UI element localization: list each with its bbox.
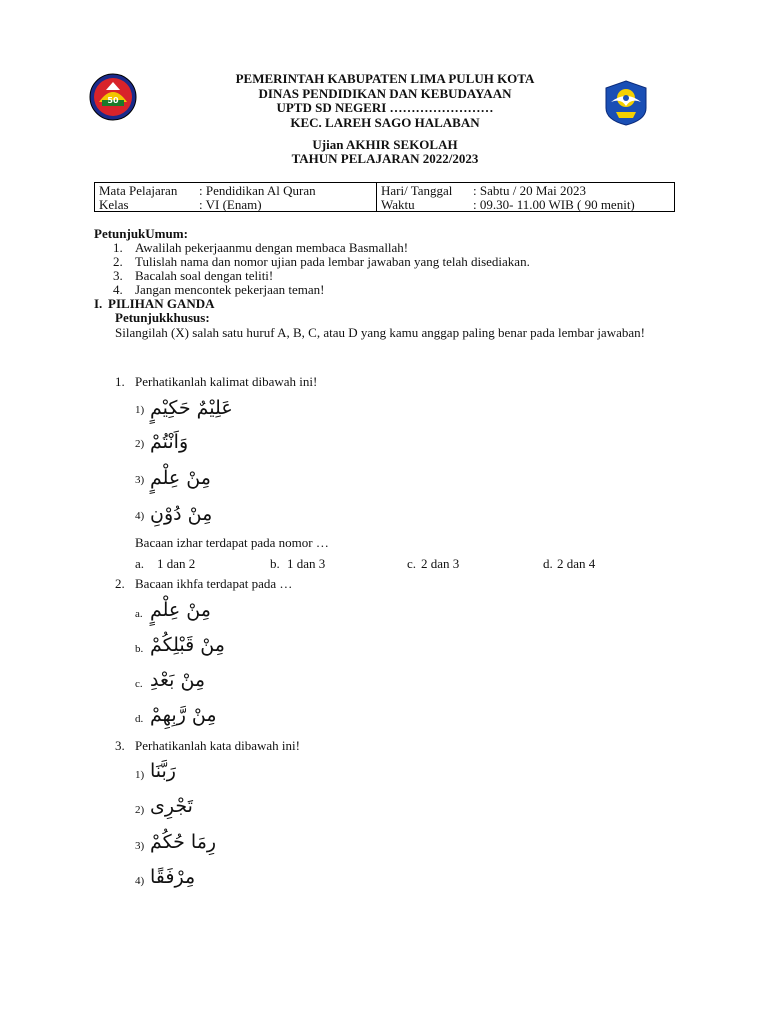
option-label: a. bbox=[135, 556, 145, 571]
letterhead-line-2: DINAS PENDIDIKAN DAN KEBUDAYAAN bbox=[258, 85, 512, 101]
letterhead-line-4: KEC. LAREH SAGO HALABAN bbox=[290, 114, 480, 130]
arabic-word: مِرْفَقًا bbox=[150, 866, 196, 888]
instruction-item: Jangan mencontek pekerjaan teman! bbox=[135, 282, 325, 297]
option-text: 2 dan 3 bbox=[421, 556, 460, 571]
regency-emblem-logo bbox=[88, 72, 138, 122]
letterhead bbox=[140, 72, 630, 130]
letterhead-line-1: PEMERINTAH KABUPATEN LIMA PULUH KOTA bbox=[235, 71, 535, 86]
question-text: Perhatikanlah kalimat dibawah ini! bbox=[135, 374, 318, 389]
question-number: 3. bbox=[115, 738, 125, 753]
option-text: 1 dan 3 bbox=[287, 556, 326, 571]
section-title: PILIHAN GANDA bbox=[108, 296, 215, 311]
item-label: a. bbox=[135, 608, 143, 620]
exam-info-table bbox=[94, 182, 675, 212]
subject-value: : Pendidikan Al Quran bbox=[199, 183, 316, 198]
arabic-word: رَبَّنَا bbox=[150, 760, 176, 782]
arabic-phrase: مِنْ قَبْلِكُمْ bbox=[150, 634, 225, 656]
info-left-column bbox=[95, 183, 377, 211]
item-label: b. bbox=[135, 643, 144, 655]
item-label: 4) bbox=[135, 510, 145, 522]
day-value: : Sabtu / 20 Mai 2023 bbox=[473, 183, 587, 198]
arabic-phrase: وَاَنْتُمْ bbox=[150, 431, 189, 453]
arabic-phrase: مِنْ عِلْمٍ bbox=[150, 599, 211, 621]
item-label: 1) bbox=[135, 769, 145, 781]
instruction-number: 4. bbox=[113, 282, 123, 297]
class-label: Kelas bbox=[99, 197, 129, 212]
arabic-phrase: عَلِيْمٌ حَكِيْمٍ bbox=[150, 397, 233, 419]
section-number: I. bbox=[94, 296, 103, 311]
option-text: 1 dan 2 bbox=[157, 556, 196, 571]
class-value: : VI (Enam) bbox=[199, 197, 262, 212]
item-label: 4) bbox=[135, 875, 145, 887]
exam-title-line-2: TAHUN PELAJARAN 2022/2023 bbox=[291, 151, 479, 166]
logo-number-text: 50 bbox=[107, 96, 119, 105]
instruction-number: 3. bbox=[113, 268, 123, 283]
exam-title bbox=[140, 138, 630, 166]
arabic-word: تَجْرِى bbox=[150, 795, 193, 817]
arabic-word: رِمَا حُكُمْ bbox=[150, 831, 217, 853]
item-label: 3) bbox=[135, 474, 145, 486]
arabic-phrase: مِنْ رَّبِهِمْ bbox=[150, 704, 217, 726]
subject-label: Mata Pelajaran bbox=[99, 183, 178, 198]
instruction-item: Awalilah pekerjaanmu dengan membaca Basmallah! bbox=[135, 240, 409, 255]
instruction-number: 1. bbox=[113, 240, 123, 255]
question-prompt: Bacaan izhar terdapat pada nomor … bbox=[135, 535, 329, 550]
time-label: Waktu bbox=[381, 197, 415, 212]
option-label: b. bbox=[270, 556, 280, 571]
question-text: Perhatikanlah kata dibawah ini! bbox=[135, 738, 300, 753]
letterhead-line-3: UPTD SD NEGERI …………………… bbox=[276, 100, 494, 115]
question-text: Bacaan ikhfa terdapat pada … bbox=[135, 576, 293, 591]
arabic-phrase: مِنْ دُوْنِ bbox=[150, 503, 213, 525]
question-number: 1. bbox=[115, 374, 125, 389]
instruction-number: 2. bbox=[113, 254, 123, 269]
item-label: 2) bbox=[135, 804, 145, 816]
arabic-phrase: مِنْ عِلْمٍ bbox=[150, 467, 211, 489]
instruction-item: Tulislah nama dan nomor ujian pada lembar jawaban yang telah disediakan. bbox=[135, 254, 530, 269]
question-number: 2. bbox=[115, 576, 125, 591]
option-label: d. bbox=[543, 556, 553, 571]
option-label: c. bbox=[407, 556, 417, 571]
instruction-item: Bacalah soal dengan teliti! bbox=[135, 268, 274, 283]
general-instructions-title: PetunjukUmum: bbox=[94, 226, 188, 241]
exam-title-line-1: Ujian AKHIR SEKOLAH bbox=[312, 137, 458, 152]
item-label: 2) bbox=[135, 438, 145, 450]
option-text: 2 dan 4 bbox=[557, 556, 596, 571]
info-right-column bbox=[377, 183, 639, 211]
special-instructions-text: Silangilah (X) salah satu huruf A, B, C, atau D yang kamu anggap paling benar pada lembar jawaban! bbox=[115, 325, 645, 340]
special-instructions-title: Petunjukkhusus: bbox=[115, 310, 210, 325]
item-label: 1) bbox=[135, 404, 145, 416]
arabic-phrase: مِنْ بَعْدِ bbox=[150, 669, 206, 691]
item-label: c. bbox=[135, 678, 143, 690]
time-value: : 09.30- 11.00 WIB ( 90 menit) bbox=[473, 197, 635, 212]
day-label: Hari/ Tanggal bbox=[381, 183, 453, 198]
item-label: d. bbox=[135, 713, 144, 725]
item-label: 3) bbox=[135, 840, 145, 852]
